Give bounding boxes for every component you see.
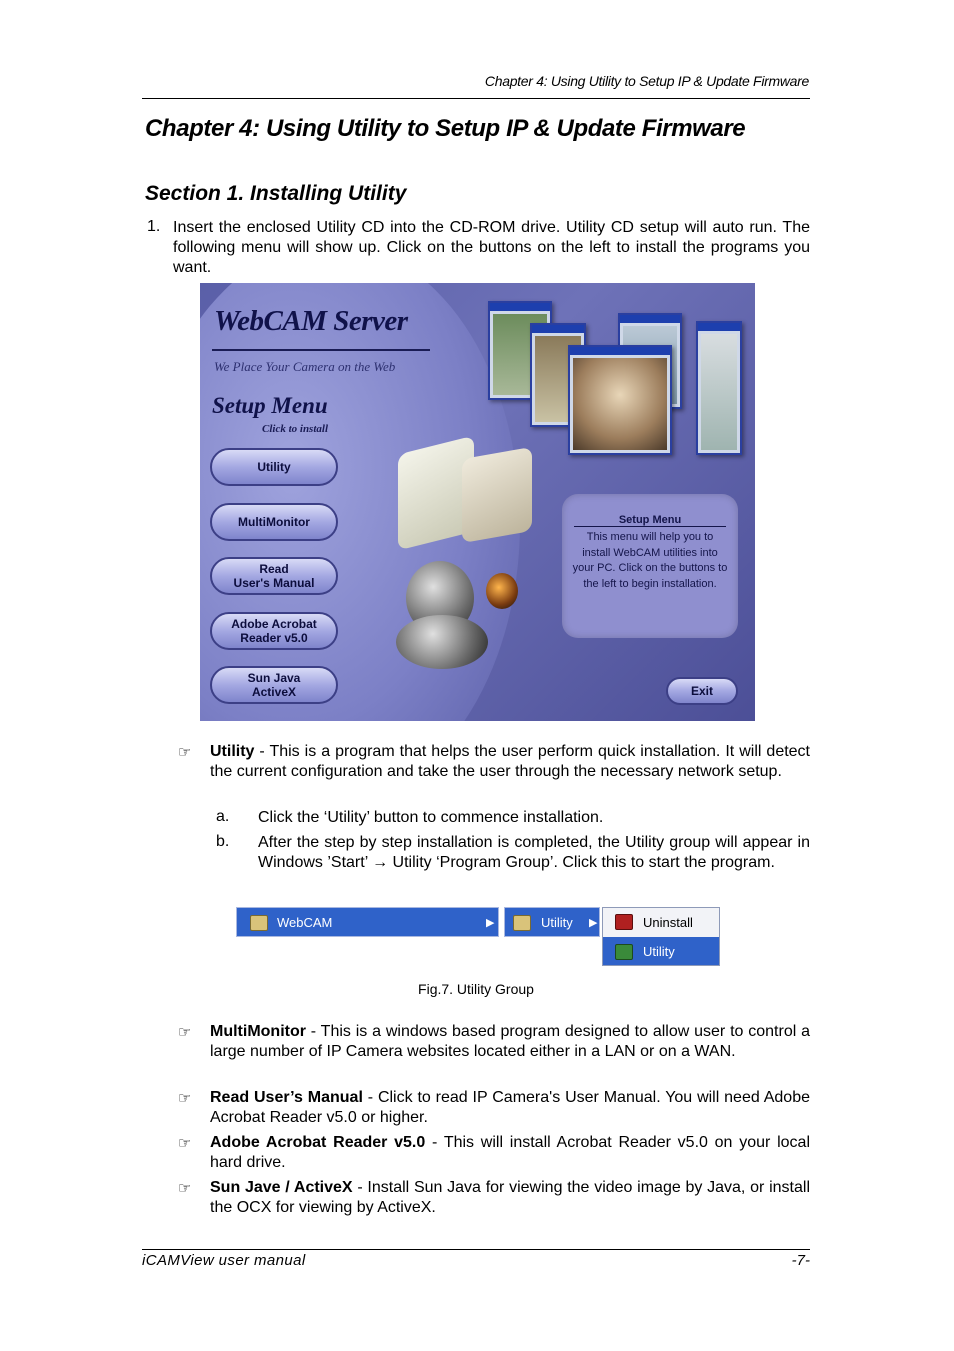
bullet-term: Read User’s Manual	[210, 1089, 363, 1106]
menu-item-label: Uninstall	[643, 915, 693, 930]
info-title: Setup Menu	[574, 514, 726, 527]
bullet-text: - This will install Acrobat Reader v5.0 on your local hard drive.	[210, 1134, 810, 1171]
bullet-icon: ☞	[178, 1024, 192, 1041]
bullet-term: Sun Jave / ActiveX	[210, 1179, 353, 1196]
menu-item-label: Utility	[643, 944, 675, 959]
bullet-term: Adobe Acrobat Reader v5.0	[210, 1134, 426, 1151]
utility-button[interactable]: Utility	[210, 448, 338, 486]
setup-info-panel	[562, 494, 738, 638]
step-number: 1.	[147, 218, 161, 235]
running-header: Chapter 4: Using Utility to Setup IP & Update Firmware	[484, 73, 809, 89]
bullet-manual	[210, 1088, 810, 1128]
folder-icon	[250, 915, 268, 931]
read-manual-button[interactable]: Read User's Manual	[210, 557, 338, 595]
sun-java-button[interactable]: Sun Java ActiveX	[210, 666, 338, 704]
sub-step-a: Click the ‘Utility’ button to commence installation.	[258, 809, 604, 826]
page-number: -7-	[791, 1252, 810, 1269]
sub-step-label: b.	[216, 833, 230, 850]
exit-button[interactable]: Exit	[666, 677, 738, 705]
bullet-text: - Click to read IP Camera's User Manual. You will need Adobe Acrobat Reader v5.0 or higher.	[210, 1089, 810, 1126]
menu-item-label: Utility	[541, 915, 573, 930]
acrobat-button[interactable]: Adobe Acrobat Reader v5.0	[210, 612, 338, 650]
setup-menu-title: Setup Menu	[212, 393, 328, 418]
webcam-icon	[486, 573, 518, 609]
bullet-icon: ☞	[178, 744, 192, 761]
menu-item-label: WebCAM	[277, 915, 333, 930]
bullet-icon: ☞	[178, 1090, 192, 1107]
step-text: Insert the enclosed Utility CD into the CD-ROM drive. Utility CD setup will auto run. The following menu will show up. Click on the buttons on the left to install the programs you want.	[173, 219, 810, 276]
brand-divider	[212, 349, 430, 351]
menu-item-webcam[interactable]	[236, 907, 499, 937]
multimonitor-button[interactable]: MultiMonitor	[210, 503, 338, 541]
submenu-arrow-icon: ▶	[589, 917, 598, 929]
bullet-java	[210, 1178, 810, 1218]
chapter-title: Chapter 4: Using Utility to Setup IP & Update Firmware	[145, 115, 746, 142]
bullet-term: MultiMonitor	[210, 1023, 306, 1040]
header-rule	[142, 98, 810, 99]
bullet-icon: ☞	[178, 1135, 192, 1152]
section-title: Section 1. Installing Utility	[145, 182, 407, 205]
submenu-arrow-icon: ▶	[486, 917, 495, 929]
footer-rule	[142, 1249, 810, 1250]
bullet-term: Utility	[210, 743, 255, 760]
figure-caption: Fig.7. Utility Group	[418, 981, 534, 997]
bullet-multimonitor	[210, 1022, 810, 1062]
setup-menu-hint: Click to install	[262, 423, 329, 435]
utility-app-icon	[615, 944, 633, 960]
bullet-text: - This is a windows based program designed to allow user to control a large number of IP Camera websites located either in a LAN or on a WAN.	[210, 1023, 810, 1060]
bullet-text: - This is a program that helps the user perform quick installation. It will detect the current configuration and take the user through the necessary network setup.	[210, 743, 810, 780]
viewer-window-icon	[568, 345, 672, 455]
bullet-icon: ☞	[178, 1180, 192, 1197]
folder-icon	[513, 915, 531, 931]
uninstall-icon	[615, 914, 633, 930]
device-server-icon	[462, 447, 532, 543]
webcam-base-icon	[396, 615, 488, 669]
start-menu-figure	[236, 907, 720, 966]
sub-step-b: After the step by step installation is completed, the Utility group will appear in Windows ’Start’ → Utility ‘Program Group’. Click this to start the program.	[258, 834, 810, 871]
viewer-window-icon	[696, 321, 742, 455]
info-body: This menu will help you to install WebCAM utilities into your PC. Click on the buttons to the left to begin installation.	[572, 531, 728, 590]
menu-item-utility-group[interactable]	[504, 907, 600, 937]
brand-title: WebCAM Server	[214, 305, 408, 337]
bullet-text: - Install Sun Java for viewing the video image by Java, or install the OCX for viewing by ActiveX.	[210, 1179, 810, 1216]
menu-item-utility[interactable]	[603, 937, 719, 965]
footer-manual-title: iCAMView user manual	[142, 1252, 306, 1269]
brand-tagline: We Place Your Camera on the Web	[214, 359, 396, 374]
bullet-acrobat	[210, 1133, 810, 1173]
sub-step-label: a.	[216, 808, 230, 825]
submenu-panel	[602, 907, 720, 966]
setup-menu-screenshot	[200, 283, 755, 721]
bullet-utility	[210, 742, 810, 782]
